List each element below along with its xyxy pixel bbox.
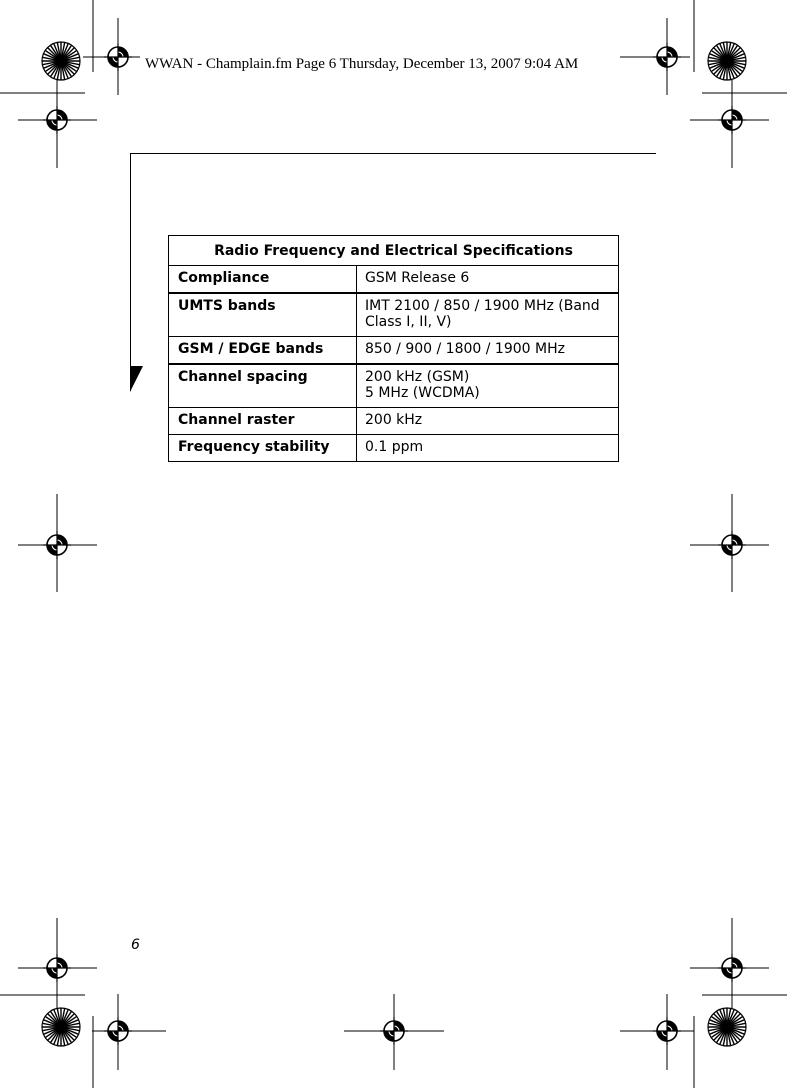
registration-target-icon <box>653 1017 681 1045</box>
row-label: Channel raster <box>169 408 357 435</box>
registration-target-icon <box>104 43 132 71</box>
row-value <box>357 364 619 408</box>
registration-target-icon <box>718 954 746 982</box>
row-label: UMTS bands <box>169 293 357 337</box>
table-title-row <box>169 236 619 266</box>
star-target-icon <box>708 1008 746 1046</box>
row-value-line: 850 / 900 / 1800 / 1900 MHz <box>365 341 565 357</box>
table-row <box>169 293 619 337</box>
registration-target-icon <box>43 954 71 982</box>
star-target-icon <box>708 42 746 80</box>
margin-tab-marker <box>130 366 143 392</box>
registration-target-icon <box>380 1017 408 1045</box>
page-frame-top-rule <box>130 153 656 154</box>
table-row <box>169 266 619 294</box>
registration-target-icon <box>104 1017 132 1045</box>
row-value <box>357 435 619 462</box>
registration-target-icon <box>43 531 71 559</box>
registration-target-icon <box>718 531 746 559</box>
table-row <box>169 364 619 408</box>
specifications-table <box>168 235 619 462</box>
row-value-line: GSM Release 6 <box>365 270 470 286</box>
row-value <box>357 337 619 365</box>
row-value <box>357 266 619 294</box>
registration-target-icon <box>653 43 681 71</box>
row-value-line: 5 MHz (WCDMA) <box>365 385 480 401</box>
page-frame-left-rule <box>130 153 131 391</box>
table-row <box>169 408 619 435</box>
star-target-icon <box>42 42 80 80</box>
registration-target-icon <box>718 106 746 134</box>
row-value <box>357 408 619 435</box>
table-row <box>169 435 619 462</box>
table-title: Radio Frequency and Electrical Specifications <box>169 236 619 266</box>
file-slug-header: WWAN - Champlain.fm Page 6 Thursday, December 13, 2007 9:04 AM <box>145 56 579 72</box>
row-value-line: Class I, II, V) <box>365 314 452 330</box>
row-label: Compliance <box>169 266 357 294</box>
row-value-line: 200 kHz (GSM) <box>365 369 470 385</box>
row-value-line: 200 kHz <box>365 412 423 428</box>
row-value <box>357 293 619 337</box>
table-row <box>169 337 619 365</box>
row-label: GSM / EDGE bands <box>169 337 357 365</box>
star-target-icon <box>42 1008 80 1046</box>
row-label: Frequency stability <box>169 435 357 462</box>
registration-target-icon <box>43 106 71 134</box>
page-number: 6 <box>131 937 140 953</box>
row-value-line: 0.1 ppm <box>365 439 424 455</box>
row-label: Channel spacing <box>169 364 357 408</box>
row-value-line: IMT 2100 / 850 / 1900 MHz (Band <box>365 298 600 314</box>
